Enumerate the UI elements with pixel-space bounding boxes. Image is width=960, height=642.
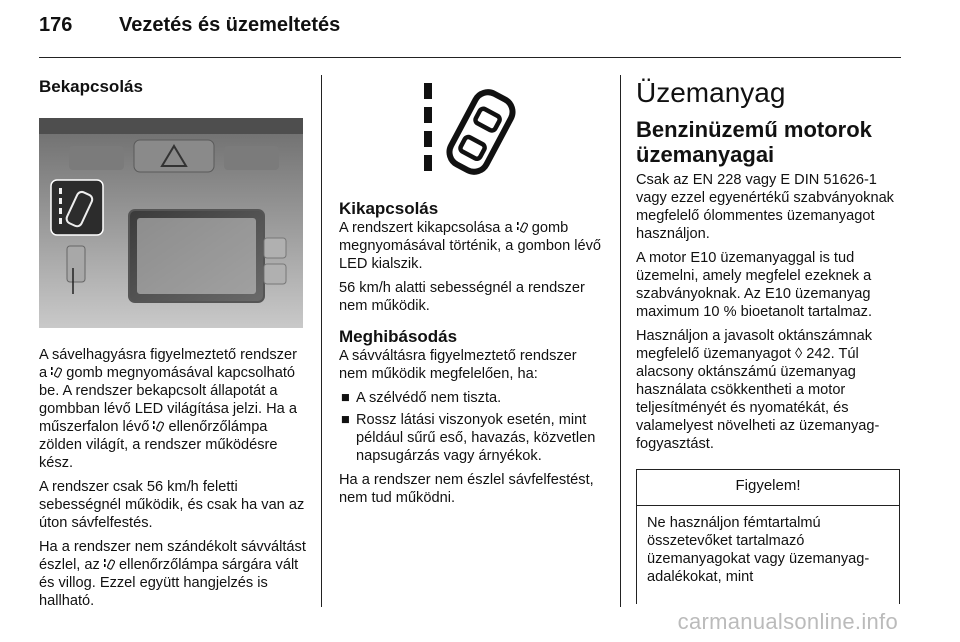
dashboard-photo bbox=[39, 118, 303, 328]
section-heading-uzemanyag: Üzemanyag bbox=[636, 77, 786, 108]
lane-assist-icon bbox=[517, 221, 528, 234]
header-rule bbox=[39, 57, 901, 58]
page-number: 176 bbox=[39, 14, 73, 36]
watermark: carmanualsonline.info bbox=[677, 609, 898, 634]
lane-assist-icon bbox=[153, 420, 164, 433]
column-3 bbox=[636, 75, 904, 604]
list-item: ■ Rossz látási viszonyok esetén, mint például sűrű eső, havazás, közvetlen napsugárzás vagy árnyékok. bbox=[341, 412, 596, 464]
section-heading-bekapcsolas: Bekapcsolás bbox=[39, 77, 143, 96]
column-divider-right bbox=[620, 75, 621, 607]
text-p1a: A sávelhagyásra figyelmeztető rendszer a bbox=[39, 347, 297, 381]
fault-list bbox=[339, 389, 607, 465]
lane-departure-large-icon bbox=[416, 75, 526, 185]
column-divider-left bbox=[321, 75, 322, 607]
text-fuel-p3b: . Túl alacsony oktánszámú üzemanyag használata csökkentheti a motor teljesítményét és nyomatékát, és valamelyest növelheti az üzemanyag-fogyasztást. bbox=[636, 346, 880, 452]
lane-departure-symbol bbox=[339, 75, 603, 185]
text-p1c: ellenőrzőlámpa zölden világít, a rendszer működésre kész. bbox=[39, 419, 278, 471]
warning-body: Ne használjon fémtartalmú összetevőket tartalmazó üzemanyagokat vagy üzemanyag-adalékokat, mint bbox=[647, 515, 870, 585]
text-p3a: Ha a rendszer nem szándékolt sávváltást észlel, az bbox=[39, 539, 306, 573]
text-fault-p4: Ha a rendszer nem észlel sávfelfestést, nem tud működni. bbox=[339, 472, 594, 506]
text-fuel-p1: Csak az EN 228 vagy E DIN 51626-1 vagy ezzel egyenértékű szabványoknak megfelelő ólommentes üzemanyagot használjon. bbox=[636, 172, 894, 242]
text-p2: A rendszer csak 56 km/h feletti sebességnél működik, és csak ha van az úton sávfelfestés. bbox=[39, 479, 305, 531]
page-header bbox=[39, 14, 340, 46]
text-fuel-p3a: Használjon a javasolt oktánszámnak megfelelő üzemanyagot bbox=[636, 328, 873, 362]
lane-assist-icon bbox=[51, 366, 62, 379]
page-ref-arrow: ◊ bbox=[795, 346, 803, 362]
text-fault-p3: A sávváltásra figyelmeztető rendszer nem működik megfelelően, ha: bbox=[339, 348, 577, 382]
section-heading-meghibasodas: Meghibásodás bbox=[339, 327, 458, 346]
lane-assist-icon bbox=[104, 558, 115, 571]
subheading-benzin: Benzinüzemű motorok üzemanyagai bbox=[636, 117, 872, 167]
text-off-p1a: A rendszert kikapcsolása a bbox=[339, 220, 513, 236]
warning-title: Figyelem! bbox=[637, 470, 899, 506]
text-fuel-p2: A motor E10 üzemanyaggal is tud üzemelni, amely megfelel ezeknek a szabványoknak. Az E10 üzemanyag maximum 10 % bioetanolt tartalmaz. bbox=[636, 250, 873, 320]
section-heading-kikapcsolas: Kikapcsolás bbox=[339, 199, 439, 218]
chapter-title: Vezetés és üzemeltetés bbox=[119, 14, 341, 36]
text-p1b: gomb megnyomásával kapcsolható be. A rendszer bekapcsolt állapotát a gombban lévő LED világítása jelzi. Ha a műszerfalon lévő bbox=[39, 365, 297, 435]
column-2 bbox=[339, 75, 607, 513]
bullet-mark: ■ bbox=[341, 412, 350, 428]
list-item: ■ A szélvédő nem tiszta. bbox=[341, 390, 502, 406]
bullet-mark: ■ bbox=[341, 390, 350, 406]
text-p3b: ellenőrzőlámpa sárgára vált és villog. Ezzel együtt hangjelzés is hallható. bbox=[39, 557, 299, 609]
warning-box bbox=[636, 469, 900, 604]
text-off-p1b: gomb megnyomásával történik, a gombon lévő LED kialszik. bbox=[339, 220, 602, 272]
text-off-p2: 56 km/h alatti sebességnél a rendszer nem működik. bbox=[339, 280, 585, 314]
page-ref-link[interactable]: 242 bbox=[806, 346, 831, 362]
column-1 bbox=[39, 75, 307, 616]
